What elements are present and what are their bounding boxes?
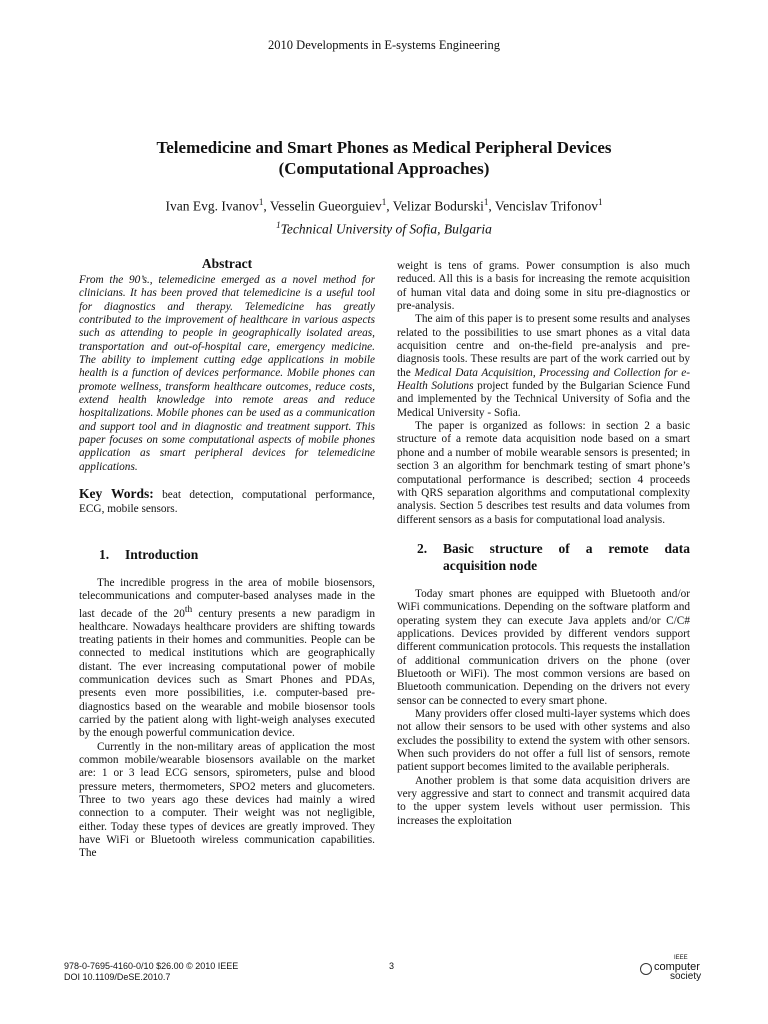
author-4-sup: 1 <box>598 197 603 207</box>
ieee-computer-society-logo <box>640 955 720 983</box>
conference-header: 2010 Developments in E-systems Engineering <box>268 38 500 52</box>
intro-p1-sup: th <box>184 604 193 615</box>
intro-p3-part-b: project funded by the Bulgarian Science Fund and implemented by the Technical University of Sofia and the Medical University - Sofia. <box>397 380 690 419</box>
footer-copyright <box>64 961 238 983</box>
intro-paragraph-4: The paper is organized as follows: in section 2 a basic structure of a remote data acquisition node based on a smart phone and a number of mobile wearable sensors is presented; in section 3 an algorithm for benchmark testing of smart phone’s computational performance is described; section 4 proceeds with QRS separation algorithms and computational complexity analysis. Section 5 describes test results and data volumes from different sensors as a basis for computational load analysis. <box>397 420 690 526</box>
author-3: Velizar Bodurski <box>392 198 484 214</box>
right-column <box>397 260 690 828</box>
author-4: Vencislav Trifonov <box>494 198 598 214</box>
keywords <box>79 487 375 516</box>
logo-society-text: society <box>670 971 702 982</box>
abstract-heading: Abstract <box>201 256 253 271</box>
affiliation <box>40 216 728 239</box>
title-line-1: Telemedicine and Smart Phones as Medical Peripheral Devices <box>156 138 612 157</box>
intro-paragraph-2: Currently in the non-military areas of application the most common mobile/wearable biosensors available on the market are: 1 or 3 lead ECG sensors, spirometers, pulse and blood pressure meters, thermometers, SPO2 meters and glucometers. Three to two years ago these devices had mainly a wired connection to a computer. Their weight was not negligible, either. Today these types of devices are greatly improved. They have WiFi or Bluetooth wireless communication capabilities. The <box>79 740 375 860</box>
intro-paragraph-1 <box>79 577 375 741</box>
abstract-text: From the 90’s., telemedicine emerged as a novel method for clinicians. It has been proved that telemedicine is a useful tool for diagnostics and therapy. Telemedicine has greatly contributed to the improvement of healthcare in various aspects such as attending to people in geographically isolated areas, transportation and out-of-hospital care, emergency medicine. The ability to implement cutting edge applications in mobile health is a function of devices performance. Mobile phones can promote wellness, transform healthcare outcomes, reduce costs, extend health knowledge into remote areas and reduce hospitalizations. Mobile phones can be used as a communication and support tool and in diagnostic and treatment support. This paper focuses on some computational aspects of mobile phones application as smart peripheral devices for telemedicine applications. <box>79 274 375 473</box>
intro-p1-part-a: The incredible progress in the area of mobile biosensors, telecommunications and computer-based analyses made in the last decade of the 20 <box>79 576 375 620</box>
footer-doi: DOI 10.1109/DeSE.2010.7 <box>64 972 171 982</box>
author-1: Ivan Evg. Ivanov <box>165 198 259 214</box>
section-1-number: 1. <box>99 546 110 562</box>
section-1-heading <box>99 546 375 563</box>
left-column <box>79 256 375 861</box>
section-2-number: 2. <box>417 540 428 556</box>
affiliation-sup: 1 <box>276 219 281 230</box>
affiliation-text: Technical University of Sofia, Bulgaria <box>280 221 492 236</box>
keywords-text: beat detection, computational performance, ECG, mobile sensors. <box>79 489 375 515</box>
section-2-paragraph-3: Another problem is that some data acquisition drivers are very aggressive and start to connect and transmit acquired data to the upper system levels without user permission. This increases the exploitation <box>397 774 690 827</box>
paper-title <box>60 137 708 179</box>
author-1-sup: 1 <box>258 197 264 207</box>
section-2-paragraph-2: Many providers offer closed multi-layer systems which does not allow their sensors to be used with other systems and also excludes the possibility to extend the system with other sensors. When such providers do not offer a full list of sensors, remote patient support becomes limited to the available peripherals. <box>397 707 690 774</box>
page-number: 3 <box>389 961 395 971</box>
author-2: Vesselin Gueorguiev <box>269 198 382 214</box>
author-2-sup: 1 <box>381 197 387 207</box>
logo-computer-text: computer <box>654 961 700 973</box>
author-3-sup: 1 <box>483 197 489 207</box>
section-1-title: Introduction <box>125 546 199 562</box>
title-line-2: (Computational Approaches) <box>278 159 490 178</box>
section-2-paragraph-1: Today smart phones are equipped with Bluetooth and/or WiFi communications. Depending on the software platform and operating system they can execute Java applets and/or C/C# applications. Devices provided by different vendors support different communication protocols. This requests the installation of additional communication drivers on the phone (over Bluetooth or WiFi). The most common versions are based on Bluetooth communication. Depending on the drivers not every sensor can be connected to every smart phone. <box>397 587 690 707</box>
project-name: Medical Data Acquisition, Processing and Collection for e-Health Solutions <box>397 366 690 393</box>
intro-paragraph-3 <box>397 313 690 420</box>
author-block <box>40 193 728 238</box>
globe-icon <box>640 963 652 975</box>
section-2-heading <box>417 540 690 574</box>
footer-isbn: 978-0-7695-4160-0/10 $26.00 © 2010 IEEE <box>64 961 239 971</box>
logo-ieee-text: IEEE <box>674 955 688 961</box>
intro-p1-part-b: century presents a new paradigm in healthcare. Nowadays healthcare providers are shifting towards treating patients in their homes and communities. People can be connected to medical institutions which are geographically distant. The ever increasing computational power of mobile communication devices such as Smart Phones and PDAs, presents even more possibilities, i.e. computer-based pre-diagnostics based on the wearable and mobile biosensor tools carried by the patient along with light-weigh analyses executed by the enough powerful communication device. <box>79 607 375 740</box>
section-2-title: Basic structure of a remote data acquisition node <box>443 540 690 573</box>
intro-paragraph-continued: weight is tens of grams. Power consumption is also much reduced. All this is a basis for increasing the remote acquisition of human vital data and doing some in situ pre-diagnostics or pre-analysis. <box>397 260 690 313</box>
keywords-label: Key Words: <box>79 486 154 502</box>
intro-p3-part-a: The aim of this paper is to present some results and analyses related to the possibilities to use smart phones as a vital data acquisition centre and on-the-field pre-analysis and pre-diagnosis tools. These results are part of the work carried out by the <box>397 313 690 379</box>
author-list: Ivan Evg. Ivanov$^1$, Vesselin Gueorguiev$^1$, Velizar Bodurski$^1$, Vencislav Trifonov$^1$ <box>165 197 603 214</box>
